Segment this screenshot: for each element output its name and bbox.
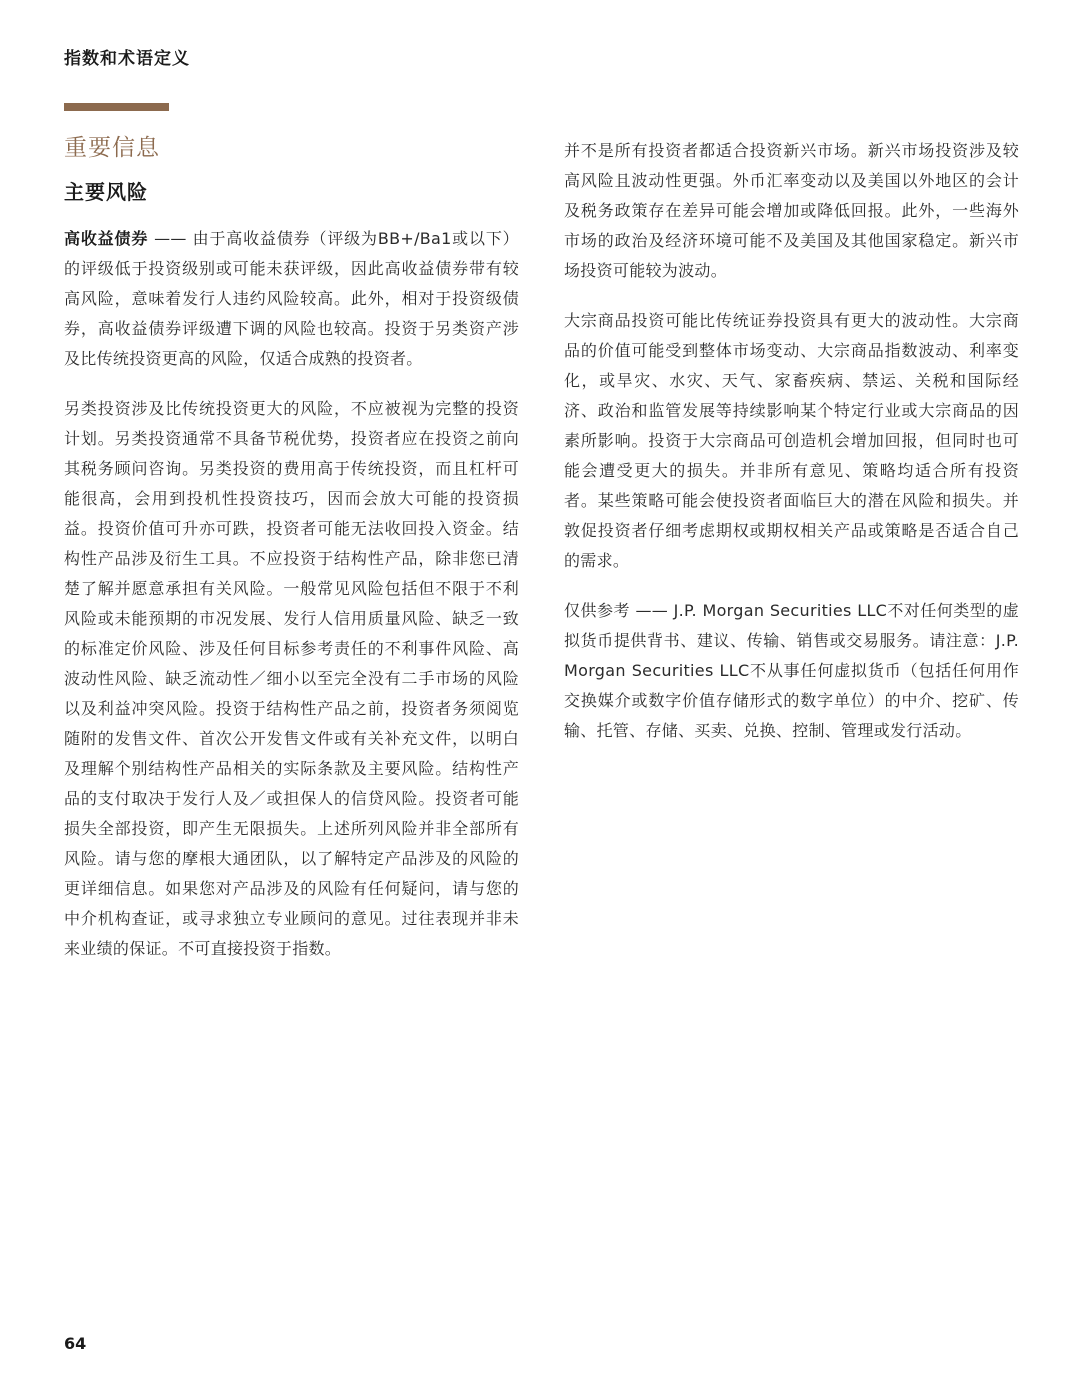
virtual-currency-paragraph: 仅供参考 —— J.P. Morgan Securities LLC不对任何类型的虚拟货币提供背书、建议、传输、销售或交易服务。请注意：J.P. Morgan Securities LLC不从事任何虚拟货币（包括任何用作交换媒介或数字价值存储形式的数字单位）的中介、挖矿、传输、托管、存储、买卖、兑换、控制、管理或发行活动。: [564, 601, 1019, 740]
emerging-markets-paragraph: 并不是所有投资者都适合投资新兴市场。新兴市场投资涉及较高风险且波动性更强。外币汇率变动以及美国以外地区的会计及税务政策存在差异可能会增加或降低回报。此外，一些海外市场的政治及经济环境可能不及美国及其他国家稳定。新兴市场投资可能较为波动。: [564, 141, 1019, 280]
high-yield-bond-text: —— 由于高收益债券（评级为BB+/Ba1或以下）的评级低于投资级别或可能未获评级，因此高收益债券带有较高风险，意味着发行人违约风险较高。此外，相对于投资级债券，高收益债券评级遭下调的风险也较高。投资于另类资产涉及比传统投资更高的风险，仅适合成熟的投资者。: [64, 229, 519, 368]
header-title: 指数和术语定义: [64, 49, 190, 69]
accent-bar: [64, 103, 169, 111]
subsection-title: 主要风险: [64, 180, 148, 204]
section-title: 重要信息: [64, 135, 160, 161]
page-number: 64: [64, 1334, 87, 1353]
alternative-investment-paragraph: 另类投资涉及比传统投资更大的风险，不应被视为完整的投资计划。另类投资通常不具备节税优势，投资者应在投资之前向其税务顾问咨询。另类投资的费用高于传统投资，而且杠杆可能很高，会用到投机性投资技巧，因而会放大可能的投资损益。投资价值可升亦可跌，投资者可能无法收回投入资金。结构性产品涉及衍生工具。不应投资于结构性产品，除非您已清楚了解并愿意承担有关风险。一般常见风险包括但不限于不利风险或未能预期的市况发展、发行人信用质量风险、缺乏一致的标准定价风险、涉及任何目标参考责任的不利事件风险、高波动性风险、缺乏流动性／细小以至完全没有二手市场的风险以及利益冲突风险。投资于结构性产品之前，投资者务须阅览随附的发售文件、首次公开发售文件或有关补充文件，以明白及理解个别结构性产品相关的实际条款及主要风险。结构性产品的支付取决于发行人及／或担保人的信贷风险。投资者可能损失全部投资，即产生无限损失。上述所列风险并非全部所有风险。请与您的摩根大通团队，以了解特定产品涉及的风险的更详细信息。如果您对产品涉及的风险有任何疑问，请与您的中介机构查证，或寻求独立专业顾问的意见。过往表现并非未来业绩的保证。不可直接投资于指数。: [64, 399, 519, 958]
commodities-paragraph: 大宗商品投资可能比传统证券投资具有更大的波动性。大宗商品的价值可能受到整体市场变动、大宗商品指数波动、利率变化，或旱灾、水灾、天气、家畜疾病、禁运、关税和国际经济、政治和监管发展等持续影响某个特定行业或大宗商品的因素所影响。投资于大宗商品可创造机会增加回报，但同时也可能会遭受更大的损失。并非所有意见、策略均适合所有投资者。某些策略可能会使投资者面临巨大的潜在风险和损失。并敦促投资者仔细考虑期权或期权相关产品或策略是否适合自己的需求。: [564, 311, 1019, 570]
left-column: [64, 224, 519, 984]
high-yield-bond-paragraph: [64, 224, 519, 374]
right-column: [564, 136, 1019, 766]
high-yield-bond-heading: 高收益债券: [64, 229, 149, 248]
